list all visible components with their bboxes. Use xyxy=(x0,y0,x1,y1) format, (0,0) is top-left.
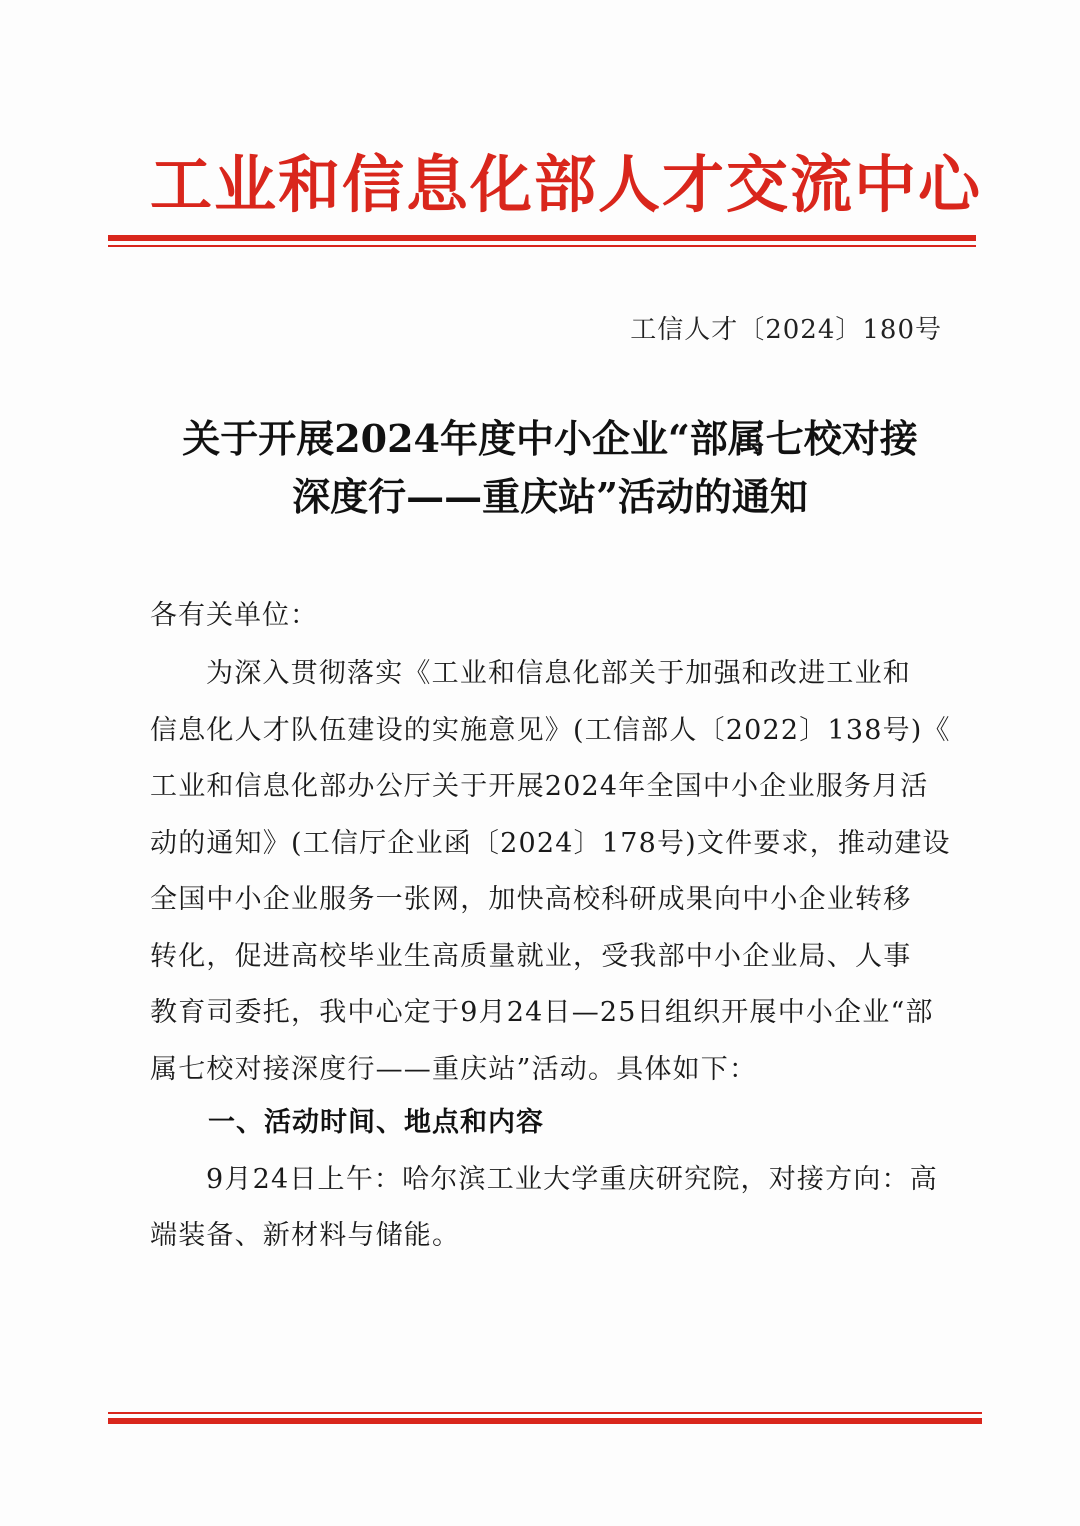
paragraph-intro xyxy=(150,646,950,1098)
section-heading-1: 一、活动时间、地点和内容 xyxy=(208,1107,544,1138)
paragraph-line: 信息化人才队伍建设的实施意见》(工信部人〔2022〕138号)《 xyxy=(150,714,951,746)
masthead-org-name: 工业和信息化部人才交流中心 xyxy=(150,148,983,221)
paragraph-line: 全国中小企业服务一张网，加快高校科研成果向中小企业转移 xyxy=(150,884,912,915)
masthead-red-rule-thin xyxy=(108,245,976,247)
paragraph-schedule xyxy=(150,1152,950,1264)
paragraph-line: 9月24日上午：哈尔滨工业大学重庆研究院，对接方向：高 xyxy=(206,1164,938,1195)
paragraph-line: 属七校对接深度行——重庆站”活动。具体如下： xyxy=(150,1053,758,1085)
title-line-1: 关于开展2024年度中小企业“部属七校对接 xyxy=(182,416,918,461)
title-line-2: 深度行——重庆站”活动的通知 xyxy=(292,474,808,519)
document-title xyxy=(120,410,980,526)
paragraph-line: 工业和信息化部办公厅关于开展2024年全国中小企业服务月活 xyxy=(150,771,929,802)
paragraph-line: 为深入贯彻落实《工业和信息化部关于加强和改进工业和 xyxy=(206,658,911,689)
salutation: 各有关单位： xyxy=(150,600,318,631)
paragraph-line: 转化，促进高校毕业生高质量就业，受我部中小企业局、人事 xyxy=(150,940,912,972)
footer-red-rule-thick xyxy=(108,1418,982,1424)
paragraph-line: 端装备、新材料与储能。 xyxy=(150,1220,461,1251)
footer-red-rule-thin xyxy=(108,1412,982,1414)
paragraph-line: 动的通知》(工信厅企业函〔2024〕178号)文件要求，推动建设 xyxy=(150,827,951,859)
document-number: 工信人才〔2024〕180号 xyxy=(630,315,942,345)
masthead-red-rule-thick xyxy=(108,235,976,241)
paragraph-line: 教育司委托，我中心定于9月24日—25日组织开展中小企业“部 xyxy=(150,997,934,1028)
